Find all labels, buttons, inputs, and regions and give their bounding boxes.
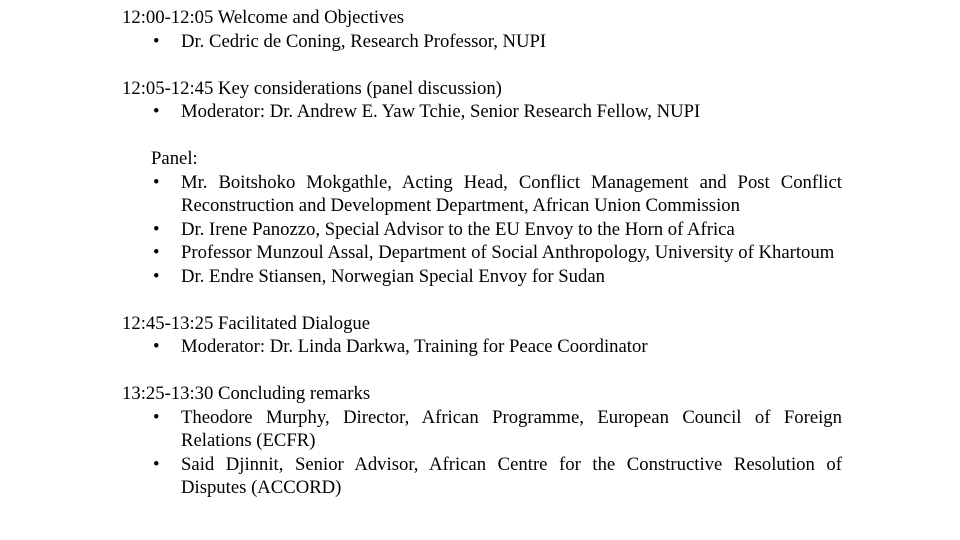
bullet-icon: • [153, 453, 160, 475]
list-item [122, 30, 842, 54]
speaker-text: Theodore Murphy, Director, African Programme, European Council of Foreign Relations (ECFR) [181, 406, 842, 451]
speaker-text: Dr. Cedric de Coning, Research Professor, NUPI [181, 30, 547, 52]
speaker-text: Dr. Irene Panozzo, Special Advisor to the EU Envoy to the Horn of Africa [181, 218, 735, 240]
panel-group [122, 147, 842, 288]
list-item [122, 241, 842, 265]
session-title: 12:00-12:05 Welcome and Objectives [122, 7, 405, 28]
bullet-icon: • [153, 265, 160, 287]
speaker-text: Moderator: Dr. Linda Darkwa, Training for Peace Coordinator [181, 336, 648, 357]
session-speakers [122, 335, 842, 359]
speaker-text: Mr. Boitshoko Mokgathle, Acting Head, Conflict Management and Post Conflict Reconstruction and Development Department, African Union Commission [181, 171, 842, 216]
session-concluding-remarks [122, 382, 842, 500]
bullet-icon: • [153, 101, 160, 122]
list-item [122, 100, 842, 124]
speaker-text: Said Djinnit, Senior Advisor, African Centre for the Constructive Resolution of Disputes (ACCORD) [181, 453, 842, 498]
session-key-considerations [122, 77, 842, 289]
bullet-icon: • [153, 406, 160, 428]
list-item [122, 265, 842, 289]
session-speakers [122, 406, 842, 500]
speaker-text: Professor Munzoul Assal, Department of Social Anthropology, University of Khartoum [181, 242, 835, 263]
bullet-icon: • [153, 171, 160, 193]
panel-speakers [122, 171, 842, 289]
bullet-icon: • [153, 30, 160, 52]
bullet-icon: • [153, 336, 160, 357]
session-title: 12:05-12:45 Key considerations (panel discussion) [122, 77, 502, 99]
bullet-icon: • [153, 242, 160, 263]
list-item [122, 171, 842, 218]
panel-label: Panel: [151, 148, 198, 169]
agenda-document [122, 6, 842, 500]
speaker-text: Moderator: Dr. Andrew E. Yaw Tchie, Senior Research Fellow, NUPI [181, 101, 701, 122]
session-title: 12:45-13:25 Facilitated Dialogue [122, 312, 371, 334]
list-item [122, 453, 842, 500]
session-facilitated-dialogue [122, 312, 842, 359]
list-item [122, 335, 842, 359]
session-title: 13:25-13:30 Concluding remarks [122, 383, 371, 404]
session-speakers [122, 30, 842, 54]
list-item [122, 406, 842, 453]
bullet-icon: • [153, 218, 160, 240]
session-welcome [122, 6, 842, 53]
session-speakers [122, 100, 842, 124]
list-item [122, 218, 842, 242]
speaker-text: Dr. Endre Stiansen, Norwegian Special Envoy for Sudan [181, 265, 606, 287]
